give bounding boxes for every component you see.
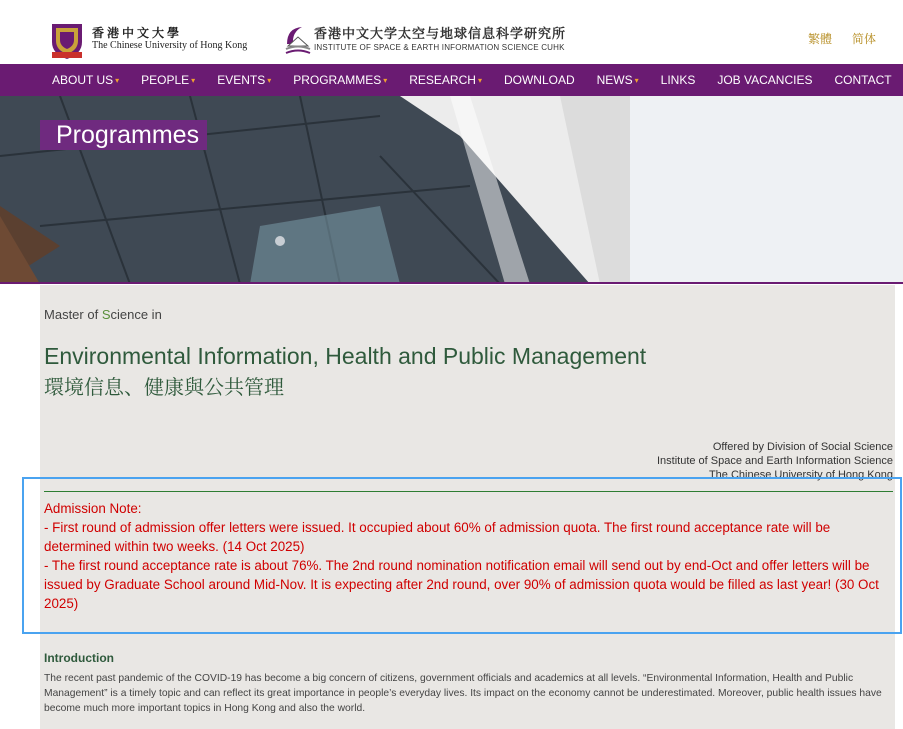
cuhk-name-en: The Chinese University of Hong Kong	[92, 40, 248, 51]
main-nav	[0, 64, 903, 96]
nav-item-events[interactable]: EVENTS ▾	[217, 73, 272, 87]
cuhk-name-zh: 香港中文大學	[92, 26, 183, 40]
chevron-down-icon: ▾	[383, 75, 388, 85]
cuhk-crest-icon[interactable]	[50, 22, 84, 60]
offered-by-block	[657, 440, 893, 482]
program-title-en: Environmental Information, Health and Public Management	[44, 343, 647, 369]
offered-line-division: Offered by Division of Social Science	[712, 441, 893, 453]
nav-item-job-vacancies[interactable]: JOB VACANCIES	[717, 73, 813, 87]
issec-logo-icon[interactable]	[284, 24, 312, 56]
program-title-zh: 環境信息、健康與公共管理	[44, 377, 284, 399]
institute-name-en: INSTITUTE OF SPACE & EARTH INFORMATION SCIENCE CUHK	[314, 43, 565, 52]
nav-item-research[interactable]: RESEARCH ▾	[409, 73, 482, 87]
nav-item-about-us[interactable]: ABOUT US ▾	[52, 73, 120, 87]
chevron-down-icon: ▾	[477, 75, 482, 85]
cuhk-wordmark[interactable]	[92, 26, 247, 52]
institute-wordmark[interactable]	[314, 26, 566, 53]
lang-simplified-link[interactable]: 简体	[852, 32, 877, 46]
institute-name-zh: 香港中文大学太空与地球信息科学研究所	[314, 26, 567, 41]
chevron-down-icon: ▾	[634, 75, 639, 85]
admission-note-heading: Admission Note:	[44, 501, 142, 516]
offered-line-institute: Institute of Space and Earth Information Science	[656, 455, 893, 467]
degree-subtitle: Master of Science in	[44, 307, 162, 322]
offered-line-university: The Chinese University of Hong Kong	[708, 469, 893, 481]
site-header	[0, 0, 903, 64]
nav-item-programmes[interactable]: PROGRAMMES ▾	[293, 73, 388, 87]
admission-note	[44, 499, 884, 613]
chevron-down-icon: ▾	[191, 75, 196, 85]
nav-item-links[interactable]: LINKS	[660, 73, 696, 87]
lang-traditional-link[interactable]: 繁體	[808, 32, 833, 46]
nav-item-download[interactable]: DOWNLOAD	[503, 73, 575, 87]
admission-note-line: - First round of admission offer letters were issued. It occupied about 60% of admission quota. The first round acceptance rate will be determined within two weeks. (14 Oct 2025)	[44, 520, 831, 554]
nav-item-contact[interactable]: CONTACT	[834, 73, 892, 87]
admission-note-line: - The first round acceptance rate is about 76%. The 2nd round nomination notification email will send out by end-Oct and offer letters will be issued by Graduate School around Mid-Nov. It is expecting after 2nd round, over 90% of admission quota would be filled as last year! (30 Oct 2025)	[44, 558, 879, 611]
introduction-text: The recent past pandemic of the COVID-19 has become a big concern of citizens, government officials and academics at all levels. “Environmental Information, Health and Public Management” is a timely topic and can reflect its great importance in people’s everyday lives. Its impact on the economy cannot be underestimated. Moreover, public health issues have become much more important topics in Hong Kong and also the world.	[44, 673, 882, 714]
introduction-heading: Introduction	[44, 651, 114, 665]
nav-item-news[interactable]: NEWS ▾	[596, 73, 639, 87]
chevron-down-icon: ▾	[267, 75, 272, 85]
page-title: Programmes	[40, 120, 207, 150]
nav-list	[52, 64, 903, 96]
page-banner	[0, 96, 903, 284]
chevron-down-icon: ▾	[115, 75, 120, 85]
nav-item-people[interactable]: PEOPLE ▾	[141, 73, 196, 87]
